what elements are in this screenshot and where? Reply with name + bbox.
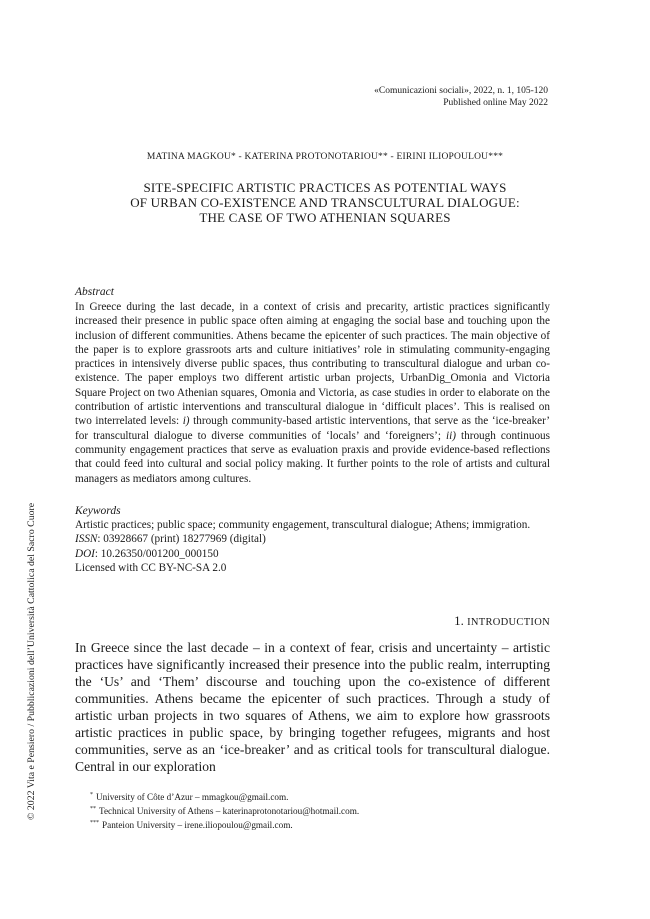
footnote-text: University of Côte d’Azur – mmagkou@gmail.com. — [96, 792, 289, 802]
journal-header — [374, 85, 548, 109]
section-label: INTRODUCTION — [467, 617, 550, 628]
issn-line — [75, 532, 550, 546]
abstract-text-part: In Greece during the last decade, in a context of crisis and precarity, artistic practices significantly increased their presence in public space often aiming at engaging the social base and touching upon the inclusion of different communities. Athens became the epicenter of such practices. The main objective of the paper is to explore grassroots arts and culture initiatives’ role in stimulating community-engaging practices in intensively diverse public spaces, thus contributing to transcultural dialogue and urban co-existence. The paper employs two different artistic urban projects, UrbanDig_Omonia and Victoria Square Project on two Athenian squares, Omonia and Victoria, as case studies in order to elaborate on the contribution of artistic interventions and transcultural dialogue in ‘difficult places’. This is realised on two interrelated levels: — [75, 301, 550, 428]
publication-date: Published online May 2022 — [443, 98, 548, 108]
footnote-text: Technical University of Athens – katerinaprotonotariou@hotmail.com. — [99, 806, 360, 816]
abstract-heading: Abstract — [75, 286, 114, 298]
footnote — [90, 817, 359, 831]
title-line: THE CASE OF TWO ATHENIAN SQUARES — [199, 210, 451, 225]
keywords-heading: Keywords — [75, 505, 121, 517]
title-line: OF URBAN CO-EXISTENCE AND TRANSCULTURAL DIALOGUE: — [130, 195, 520, 210]
footnote-marker: *** — [90, 820, 99, 826]
article-metadata — [75, 518, 550, 575]
abstract-text — [75, 300, 550, 486]
footnotes — [90, 789, 359, 831]
doi-label: DOI — [75, 547, 95, 560]
list-marker-ii: ii) — [446, 429, 456, 442]
issn-value: : 03928667 (print) 18277969 (digital) — [97, 533, 266, 546]
footnote-text: Panteion University – irene.iliopoulou@gmail.com. — [102, 820, 293, 830]
keywords-text: Artistic practices; public space; community engagement, transcultural dialogue; Athens; immigration. — [75, 519, 531, 531]
article-title — [0, 180, 650, 225]
abstract-text-part: through community-based artistic interventions, that serve as the ‘ice-breaker’ for transcultural dialogue to diverse communities of ‘locals’ and ‘foreigners’; — [75, 415, 551, 442]
section-number: 1. — [454, 613, 464, 628]
license-line: Licensed with CC BY-NC-SA 2.0 — [75, 561, 227, 574]
copyright-sidebar: © 2022 Vita e Pensiero / Pubblicazioni dell’Università Cattolica del Sacro Cuore — [26, 502, 37, 820]
issn-label: ISSN — [75, 533, 98, 546]
footnote — [90, 803, 359, 817]
footnote — [90, 789, 359, 803]
introduction-paragraph: In Greece since the last decade – in a context of fear, crisis and uncertainty – artistic practices have significantly increased their presence into the public realm, interrupting the ‘Us’ and ‘Them’ discourse and touching upon the co-existence of different communities. Athens became the epicenter of such practices. Through a study of artistic urban projects in two squares of Athens, we aim to explore how grassroots artistic practices in public space, by bringing together refugees, migrants and host communities, serve as an ‘ice-breaker’ and as critical tools for transcultural dialogue. Central in our exploration — [75, 640, 550, 774]
title-line: SITE-SPECIFIC ARTISTIC PRACTICES AS POTENTIAL WAYS — [143, 180, 507, 195]
doi-value: : 10.26350/001200_000150 — [94, 547, 219, 560]
doi-line — [75, 547, 550, 561]
section-heading — [454, 613, 550, 629]
footnote-marker: ** — [90, 806, 96, 812]
journal-reference: «Comunicazioni sociali», 2022, n. 1, 105-120 — [374, 86, 548, 96]
author-list: MATINA MAGKOU* - KATERINA PROTONOTARIOU** - EIRINI ILIOPOULOU*** — [146, 152, 504, 162]
footnote-marker: * — [90, 792, 93, 798]
abstract-text-part: through continuous community engagement practices that serve as evaluation praxis and provide evidence-based reflections that could feed into cultural and social policy making. It further points to the role of artists and cultural managers as mediators among cultures. — [75, 429, 550, 485]
list-marker-i: i) — [182, 415, 190, 428]
